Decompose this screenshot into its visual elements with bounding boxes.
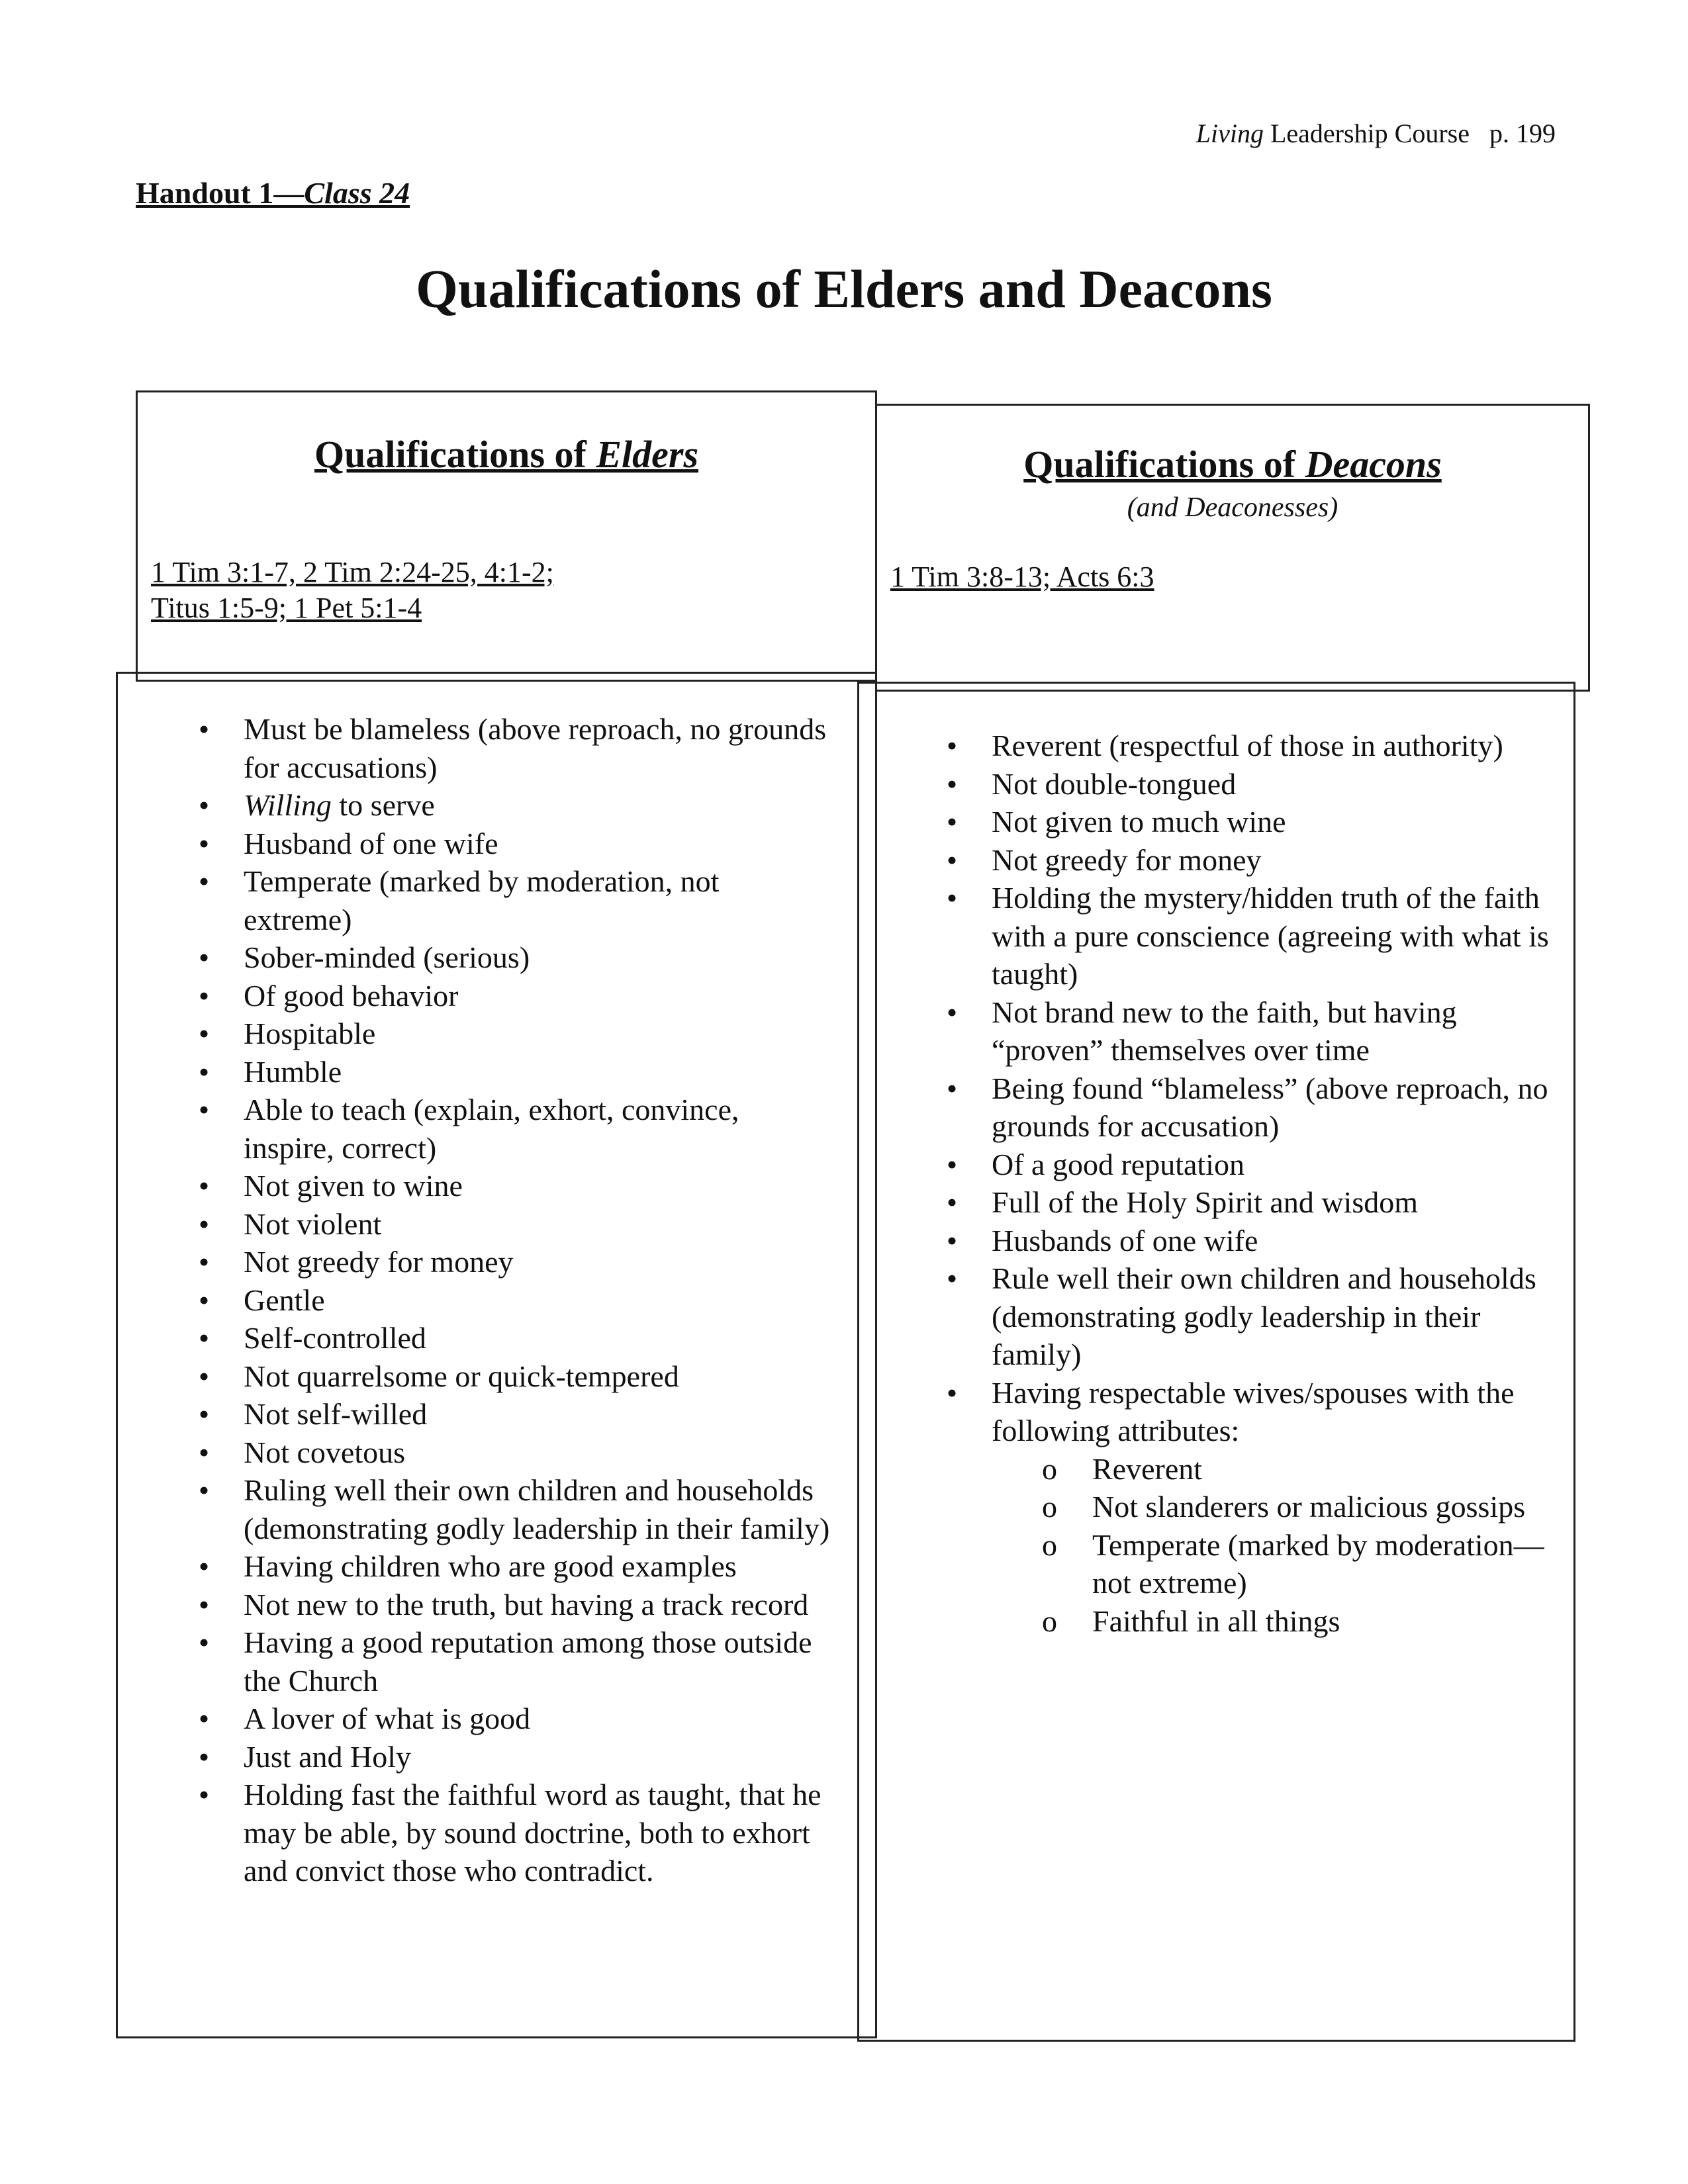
deacon-qualification: Husbands of one wife <box>992 1223 1258 1257</box>
elder-qualification: Hospitable <box>244 1017 376 1050</box>
elders-heading <box>138 432 875 477</box>
sub-list-item <box>992 1450 1561 1488</box>
elder-qualification: Having children who are good examples <box>244 1549 737 1583</box>
list-item <box>244 1700 833 1738</box>
spouse-attribute: Faithful in all things <box>1092 1604 1340 1638</box>
elder-qualification: Not new to the truth, but having a track record <box>244 1587 809 1621</box>
list-item <box>992 1146 1561 1184</box>
list-item <box>992 1183 1561 1222</box>
list-item <box>992 1069 1561 1146</box>
list-item <box>244 825 833 863</box>
deacon-qualification: Being found “blameless” (above reproach, no grounds for accusation) <box>992 1071 1548 1143</box>
deacons-subheading: (and Deaconesses) <box>1127 492 1338 523</box>
spouse-attributes-list <box>992 1450 1561 1641</box>
deacon-qualification: Reverent (respectful of those in authority) <box>992 729 1503 762</box>
elders-refs-line-2: Titus 1:5-9; 1 Pet 5:1-4 <box>151 592 422 624</box>
list-item <box>244 1319 833 1357</box>
elder-qualification: Not quarrelsome or quick-tempered <box>244 1359 679 1393</box>
elder-qualification: Having a good reputation among those outside the Church <box>244 1625 812 1698</box>
list-item <box>244 1738 833 1776</box>
course-name-italic: Living <box>1196 118 1264 148</box>
elder-qualification: Just and Holy <box>244 1739 411 1774</box>
page-number: p. 199 <box>1489 118 1556 148</box>
elder-qualification: to serve <box>339 788 435 822</box>
deacons-list-cell <box>857 682 1575 2042</box>
handout-number: Handout 1— <box>136 176 305 210</box>
willing-italic: Willing <box>244 788 332 822</box>
running-header <box>1125 118 1556 149</box>
elder-qualification: Not violent <box>244 1206 382 1241</box>
list-item <box>992 1259 1561 1374</box>
elder-qualification: Must be blameless (above reproach, no grounds for accusations) <box>244 712 827 784</box>
list-item <box>244 862 833 938</box>
spouse-attribute: Temperate (marked by moderation—not extreme) <box>1092 1527 1544 1600</box>
list-item <box>992 765 1561 803</box>
sub-list-item <box>992 1526 1561 1602</box>
elders-refs-line-1: 1 Tim 3:1-7, 2 Tim 2:24-25, 4:1-2; <box>151 556 554 588</box>
deacons-heading <box>877 442 1588 486</box>
deacon-qualification: Not greedy for money <box>992 842 1262 877</box>
handout-label <box>136 175 410 210</box>
deacon-qualification: Not double-tongued <box>992 766 1237 801</box>
elder-qualification: Not self-willed <box>244 1397 428 1431</box>
elder-qualification: Gentle <box>244 1283 325 1317</box>
elder-qualification: Husband of one wife <box>244 826 498 860</box>
list-item <box>244 1433 833 1472</box>
spouse-attribute: Not slanderers or malicious gossips <box>1092 1490 1526 1524</box>
class-label: Class 24 <box>304 176 410 210</box>
list-item <box>244 1205 833 1244</box>
elders-header-cell <box>136 390 877 682</box>
deacon-qualification: Not brand new to the faith, but having “proven” themselves over time <box>992 995 1457 1067</box>
elder-qualification: Temperate (marked by moderation, not extreme) <box>244 864 720 936</box>
deacon-qualification: Not given to much wine <box>992 805 1286 839</box>
elder-qualification: Self-controlled <box>244 1321 426 1355</box>
deacon-qualification: Rule well their own children and households (demonstrating godly leadership in their family) <box>992 1261 1536 1371</box>
list-item <box>244 1281 833 1320</box>
list-item <box>992 879 1561 993</box>
list-item <box>992 841 1561 880</box>
elder-qualification: Humble <box>244 1054 342 1089</box>
list-item <box>244 1586 833 1624</box>
elder-qualification: Not given to wine <box>244 1169 463 1203</box>
list-item <box>244 977 833 1015</box>
list-item <box>244 1623 833 1700</box>
elder-qualification: A lover of what is good <box>244 1702 531 1735</box>
deacon-qualification: Having respectable wives/spouses with the following attributes: <box>992 1375 1515 1447</box>
sub-list-item <box>992 1602 1561 1641</box>
elders-heading-prefix: Qualifications of <box>314 433 596 476</box>
deacons-heading-prefix: Qualifications of <box>1023 443 1305 486</box>
list-item <box>992 1374 1561 1641</box>
elder-qualification: Holding fast the faithful word as taught, that he may be able, by sound doctrine, both to exhort and convict those who contradict. <box>244 1778 821 1888</box>
elders-heading-italic: Elders <box>596 433 699 476</box>
deacon-qualification: Holding the mystery/hidden truth of the faith with a pure conscience (agreeing with what is taught) <box>992 881 1549 991</box>
elder-qualification: Of good behavior <box>244 978 459 1013</box>
list-item <box>244 710 833 786</box>
elders-references <box>151 555 554 626</box>
list-item <box>244 1243 833 1281</box>
deacons-qualifications-list <box>992 727 1561 1640</box>
list-item <box>992 993 1561 1069</box>
deacon-qualification: Of a good reputation <box>992 1147 1244 1181</box>
list-item <box>244 1015 833 1053</box>
elder-qualification: Ruling well their own children and households (demonstrating godly leadership in their family) <box>244 1473 830 1545</box>
list-item <box>244 1091 833 1167</box>
list-item <box>244 1776 833 1890</box>
list-item <box>992 727 1561 765</box>
spouse-attribute: Reverent <box>1092 1451 1203 1486</box>
list-item <box>244 1053 833 1091</box>
list-item <box>244 938 833 977</box>
sub-list-item <box>992 1488 1561 1526</box>
list-item <box>992 1222 1561 1260</box>
deacons-header-cell <box>875 404 1590 692</box>
elder-qualification: Not greedy for money <box>244 1245 514 1279</box>
elders-qualifications-list <box>244 710 833 1890</box>
elder-qualification: Able to teach (explain, exhort, convince, inspire, correct) <box>244 1093 739 1165</box>
elders-list-cell <box>116 672 877 2038</box>
list-item <box>244 1395 833 1433</box>
list-item <box>244 1471 833 1547</box>
deacons-heading-italic: Deacons <box>1305 443 1442 486</box>
list-item <box>244 786 833 825</box>
elder-qualification: Not covetous <box>244 1435 406 1469</box>
list-item <box>992 803 1561 841</box>
elder-qualification: Sober-minded (serious) <box>244 940 530 974</box>
list-item <box>244 1167 833 1205</box>
deacons-references: 1 Tim 3:8-13; Acts 6:3 <box>890 561 1154 593</box>
page-title: Qualifications of Elders and Deacons <box>416 259 1272 319</box>
course-name: Leadership Course <box>1263 118 1470 148</box>
deacon-qualification: Full of the Holy Spirit and wisdom <box>992 1185 1418 1219</box>
list-item <box>244 1357 833 1396</box>
list-item <box>244 1547 833 1586</box>
